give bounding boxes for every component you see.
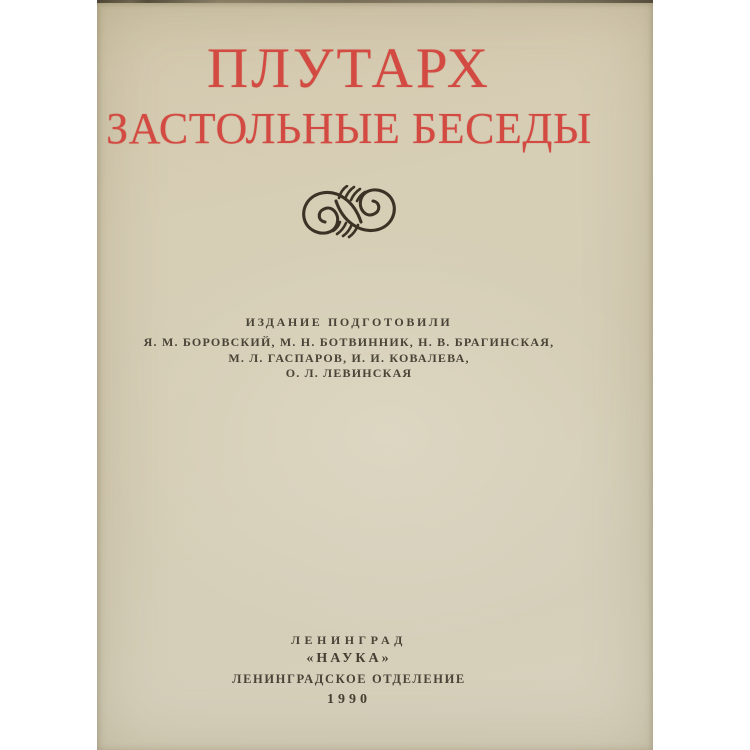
imprint-city: ЛЕНИНГРАД xyxy=(291,633,407,647)
editors-line-3: О. Л. ЛЕВИНСКАЯ xyxy=(285,366,413,380)
page-top-shadow-edge xyxy=(97,0,653,3)
title-page xyxy=(97,0,653,750)
fleuron-swirl-icon xyxy=(297,185,401,239)
book-author-title: ПЛУТАРХ xyxy=(206,37,492,100)
imprint-branch: ЛЕНИНГРАДСКОЕ ОТДЕЛЕНИЕ xyxy=(232,672,466,686)
fleuron-ornament xyxy=(97,185,653,239)
book-title: ЗАСТОЛЬНЫЕ БЕСЕДЫ xyxy=(106,104,592,153)
imprint-publisher: «НАУКА» xyxy=(306,651,392,666)
editors-line-2: М. Л. ГАСПАРОВ, И. И. КОВАЛЕВА, xyxy=(228,350,470,365)
editors-names xyxy=(97,335,653,382)
editors-heading: ИЗДАНИЕ ПОДГОТОВИЛИ xyxy=(245,315,453,329)
editors-line-1: Я. М. БОРОВСКИЙ, М. Н. БОТВИННИК, Н. В. БРАГИНСКАЯ, xyxy=(143,335,555,349)
imprint-year: 1990 xyxy=(327,692,371,707)
